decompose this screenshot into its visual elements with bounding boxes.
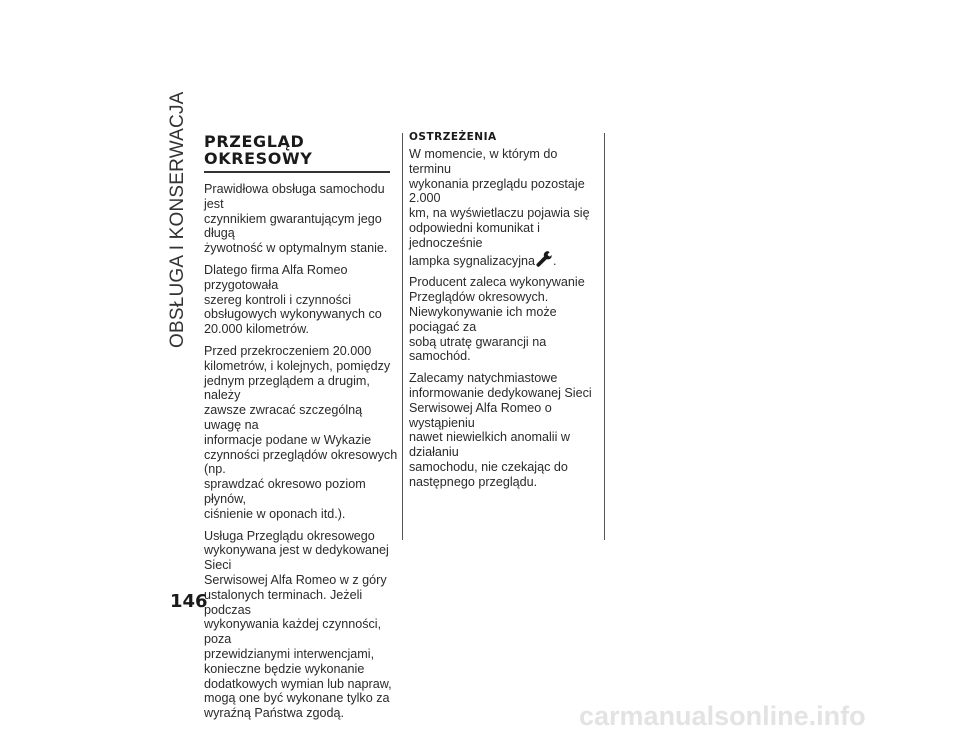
page-number: 146 xyxy=(170,591,208,612)
left-column xyxy=(204,133,400,728)
warning-paragraph-2: Producent zaleca wykonywanie Przeglądów okresowych. Niewykonywanie ich może pociągać za sobą utratę gwarancji na samochód. xyxy=(409,275,585,364)
paragraph-4: Usługa Przeglądu okresowego wykonywana jest w dedykowanej Sieci Serwisowej Alfa Romeo w z góry ustalonych terminach. Jeżeli podczas wykonywania każdej czynności, poza przewidzianymi interwencjami, konieczne będzie wykonanie dodatkowych wymian lub napraw, mogą one być wykonane tylko za wyraźną Państwa zgodą. xyxy=(204,528,392,721)
warning-paragraph-1 xyxy=(409,147,601,268)
page-title xyxy=(204,133,400,171)
right-column xyxy=(409,130,601,497)
paragraph-3: Przed przekroczeniem 20.000 kilometrów, i kolejnych, pomiędzy jednym przeglądem a drugim, należy zawsze zwracać szczególną uwagę na informacje podane w Wykazie czynności przeglądów okresowych (np. sprawdzać okresowo poziom płynów, ciśnienie w oponach itd.). xyxy=(204,343,398,521)
warnings-heading: OSTRZEŻENIA xyxy=(409,131,497,143)
title-line-1: PRZEGLĄD xyxy=(204,132,305,151)
warning-paragraph-3: Zalecamy natychmiastowe informowanie dedykowanej Sieci Serwisowej Alfa Romeo o wystąpieniu nawet niewielkich anomalii w działaniu samochodu, nie czekając do następnego przeglądu. xyxy=(409,371,592,489)
title-underline xyxy=(204,171,390,173)
title-line-2: OKRESOWY xyxy=(204,149,313,168)
paragraph-2: Dlatego firma Alfa Romeo przygotowała szereg kontroli i czynności obsługowych wykonywanych co 20.000 kilometrów. xyxy=(204,262,382,337)
column-divider-left xyxy=(402,133,403,540)
paragraph-1: Prawidłowa obsługa samochodu jest czynnikiem gwarantującym jego długą żywotność w optymalnym stanie. xyxy=(204,182,388,256)
warning-paragraph-1-end: . xyxy=(553,253,557,268)
section-side-label: OBSŁUGA I KONSERWACJA xyxy=(167,91,188,348)
warning-paragraph-1-text: W momencie, w którym do terminu wykonania przeglądu pozostaje 2.000 km, na wyświetlaczu pojawia się odpowiedni komunikat i jednocześnie lampka sygnalizacyjna xyxy=(409,147,590,268)
watermark: carmanualsonline.info xyxy=(579,701,866,731)
column-divider-right xyxy=(604,133,605,540)
wrench-icon xyxy=(536,251,552,267)
